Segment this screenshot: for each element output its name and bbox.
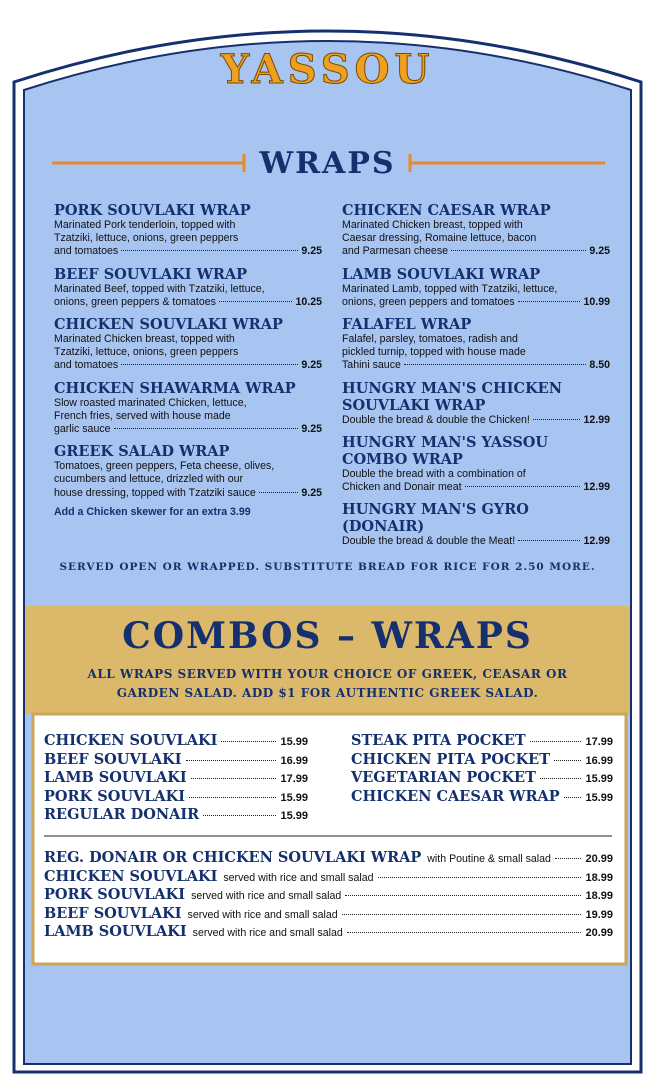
wrap-item (54, 202, 322, 259)
combo-row (44, 732, 308, 751)
plate-name: CHICKEN SOUVLAKI (44, 867, 218, 885)
wrap-description: Slow roasted marinated Chicken, lettuce, (54, 396, 247, 409)
wrap-item (54, 266, 322, 309)
wrap-description: and tomatoes (54, 245, 119, 258)
wrap-price-line (342, 296, 610, 309)
plate-row (44, 923, 613, 942)
plate-name: BEEF SOUVLAKI (44, 904, 182, 922)
combo-price: 17.99 (585, 736, 613, 748)
wrap-name: LAMB SOUVLAKI WRAP (342, 265, 541, 283)
plate-name: PORK SOUVLAKI (44, 886, 186, 903)
wrap-price-line (342, 359, 610, 372)
wrap-description: Tahini sauce (342, 359, 401, 372)
wrap-price-line (54, 423, 322, 436)
wrap-name: HUNGRY MAN'S GYRO (DONAIR) (342, 501, 529, 536)
combo-row (351, 788, 613, 807)
wrap-description: onions, green peppers & tomatoes (54, 295, 216, 308)
dot-leader (191, 778, 277, 779)
combo-name: BEEF SOUVLAKI (44, 750, 182, 768)
wrap-item (342, 434, 610, 494)
wrap-price-line (342, 535, 610, 548)
wrap-price: 10.99 (583, 295, 610, 308)
plate-description: served with rice and small salad (191, 890, 342, 902)
wrap-description: Marinated Pork tenderloin, topped with (54, 219, 236, 231)
wrap-item (342, 202, 610, 259)
plate-price: 18.99 (585, 871, 613, 884)
combos-right-list (351, 732, 613, 806)
wrap-name: GREEK SALAD WRAP (54, 443, 230, 461)
plate-name: LAMB SOUVLAKI (44, 923, 187, 940)
combo-name: CHICKEN CAESAR WRAP (351, 787, 560, 805)
wrap-price: 12.99 (583, 535, 610, 548)
wrap-description: Tzatziki, lettuce, onions, green peppers (54, 346, 239, 359)
plate-description: served with rice and small salad (192, 927, 343, 939)
wrap-price-line (54, 296, 322, 309)
dot-leader (555, 858, 582, 859)
wrap-price-line (54, 359, 322, 372)
served-note: SERVED OPEN OR WRAPPED. SUBSTITUTE BREAD FOR RICE FOR 2.50 MORE. (59, 561, 596, 573)
wrap-description: Falafel, parsley, tomatoes, radish and (342, 333, 518, 346)
wrap-description: cucumbers and lettuce, drizzled with our (54, 473, 244, 486)
wrap-name: CHICKEN CAESAR WRAP (342, 202, 551, 219)
plate-price: 20.99 (585, 927, 613, 939)
combo-name: STEAK PITA POCKET (351, 732, 526, 749)
dot-leader (533, 419, 581, 420)
plate-description: served with rice and small salad (223, 871, 374, 884)
wrap-description: Caesar dressing, Romaine lettuce, bacon (342, 232, 537, 245)
combo-row (44, 751, 308, 770)
wrap-description: Marinated Chicken breast, topped with (342, 219, 523, 231)
wrap-description: garlic sauce (54, 423, 111, 436)
wrap-price-line (342, 245, 610, 258)
wrap-price: 10.25 (295, 295, 322, 308)
wrap-price: 9.25 (301, 486, 322, 499)
combo-row (44, 769, 308, 788)
dot-leader (465, 486, 581, 487)
plate-description: with Poutine & small salad (427, 853, 551, 865)
wrap-name: FALAFEL WRAP (342, 316, 472, 334)
plate-price: 20.99 (585, 853, 613, 865)
wrap-description: onions, green peppers and tomatoes (342, 295, 515, 308)
dot-leader (203, 815, 276, 816)
plate-row (44, 849, 613, 868)
dot-leader (378, 877, 582, 878)
dot-leader (518, 540, 580, 541)
combo-name: VEGETARIAN POCKET (351, 769, 536, 786)
combo-price: 17.99 (280, 773, 308, 785)
dot-leader (221, 741, 276, 742)
wrap-name: HUNGRY MAN'S YASSOU COMBO WRAP (342, 433, 549, 468)
combo-price: 15.99 (280, 736, 308, 748)
wrap-price: 9.25 (301, 245, 322, 258)
combo-name: PORK SOUVLAKI (44, 787, 186, 805)
wrap-item (342, 266, 610, 309)
dot-leader (186, 760, 277, 761)
wrap-description: Double the bread & double the Meat! (342, 535, 516, 548)
plate-row (44, 868, 613, 887)
wrap-description: house dressing, topped with Tzatziki sauce (54, 486, 256, 499)
wrap-price: 9.25 (301, 423, 322, 436)
combo-name: LAMB SOUVLAKI (44, 769, 187, 786)
dot-leader (451, 250, 586, 251)
wraps-right-column (342, 202, 610, 555)
wrap-name: CHICKEN SHAWARMA WRAP (54, 379, 296, 397)
wrap-description: pickled turnip, topped with house made (342, 346, 526, 359)
wrap-description: and Parmesan cheese (342, 245, 449, 258)
combo-name: CHICKEN SOUVLAKI (44, 732, 218, 749)
dot-leader (259, 492, 299, 493)
combos-subtitle-1: ALL WRAPS SERVED WITH YOUR CHOICE OF GREEK, CEASAR OR (87, 667, 568, 681)
dot-leader (345, 895, 581, 896)
combos-title: COMBOS – WRAPS (122, 615, 533, 657)
wrap-description: Marinated Beef, topped with Tzatziki, lettuce, (54, 282, 265, 295)
combo-price: 15.99 (585, 773, 613, 785)
wrap-price-line (54, 245, 322, 258)
plate-row (44, 886, 613, 905)
dot-leader (404, 364, 586, 365)
wrap-price: 12.99 (583, 413, 610, 426)
wrap-price-line (342, 481, 610, 494)
wrap-description: Marinated Chicken breast, topped with (54, 333, 235, 346)
wraps-left-column (54, 202, 322, 519)
dot-leader (530, 741, 582, 742)
dot-leader (219, 301, 293, 302)
wrap-name: PORK SOUVLAKI WRAP (54, 202, 251, 219)
wrap-description: and tomatoes (54, 359, 119, 372)
combo-price: 15.99 (585, 791, 613, 804)
plate-description: served with rice and small salad (187, 908, 338, 921)
wrap-price-line (342, 414, 610, 427)
wrap-price: 9.25 (301, 359, 322, 372)
wrap-name: BEEF SOUVLAKI WRAP (54, 265, 248, 283)
wrap-description: Chicken and Donair meat (342, 481, 462, 494)
dot-leader (114, 428, 299, 429)
wrap-item (54, 316, 322, 373)
dot-leader (121, 250, 298, 251)
wrap-name: CHICKEN SOUVLAKI WRAP (54, 316, 283, 334)
plate-row (44, 905, 613, 924)
dot-leader (189, 797, 276, 798)
combo-row (44, 806, 308, 825)
addon-note: Add a Chicken skewer for an extra 3.99 (54, 505, 251, 518)
wrap-description: Double the bread with a combination of (342, 467, 526, 480)
wrap-description: Tzatziki, lettuce, onions, green peppers (54, 232, 239, 245)
dot-leader (518, 301, 581, 302)
combo-row (351, 732, 613, 751)
combo-name: CHICKEN PITA POCKET (351, 750, 551, 768)
wrap-description: French fries, served with house made (54, 409, 231, 422)
wrap-name: HUNGRY MAN'S CHICKEN SOUVLAKI WRAP (342, 379, 562, 414)
dot-leader (554, 760, 581, 761)
wrap-item (342, 380, 610, 427)
dot-leader (564, 797, 582, 798)
combo-row (44, 788, 308, 807)
plate-price: 18.99 (585, 890, 613, 902)
wrap-price: 8.50 (589, 359, 610, 372)
wrap-item (342, 501, 610, 548)
combo-row (351, 769, 613, 788)
wrap-item (54, 380, 322, 437)
plate-name: REG. DONAIR OR CHICKEN SOUVLAKI WRAP (44, 849, 422, 866)
combo-price: 16.99 (280, 754, 308, 767)
wrap-description: Marinated Lamb, topped with Tzatziki, lettuce, (342, 282, 558, 295)
combo-price: 16.99 (585, 754, 613, 767)
plates-list (44, 849, 613, 942)
wraps-title: WRAPS (259, 146, 396, 181)
wrap-description: Tomatoes, green peppers, Feta cheese, olives, (54, 460, 275, 473)
dot-leader (121, 364, 298, 365)
combos-subtitle-2: GARDEN SALAD. ADD $1 FOR AUTHENTIC GREEK SALAD. (116, 686, 539, 700)
combos-left-list (44, 732, 308, 825)
dot-leader (347, 932, 582, 933)
plate-price: 19.99 (585, 908, 613, 921)
wrap-price-line (54, 487, 322, 500)
wrap-price: 12.99 (583, 481, 610, 494)
brand-logo: YASSOU (220, 46, 435, 93)
dot-leader (342, 914, 582, 915)
combo-name: REGULAR DONAIR (44, 806, 200, 823)
wrap-item (54, 443, 322, 500)
combo-row (351, 751, 613, 770)
dot-leader (540, 778, 582, 779)
combo-price: 15.99 (280, 791, 308, 804)
combo-price: 15.99 (280, 810, 308, 822)
wrap-price: 9.25 (589, 245, 610, 258)
wrap-item (342, 316, 610, 373)
wrap-description: Double the bread & double the Chicken! (342, 413, 530, 426)
